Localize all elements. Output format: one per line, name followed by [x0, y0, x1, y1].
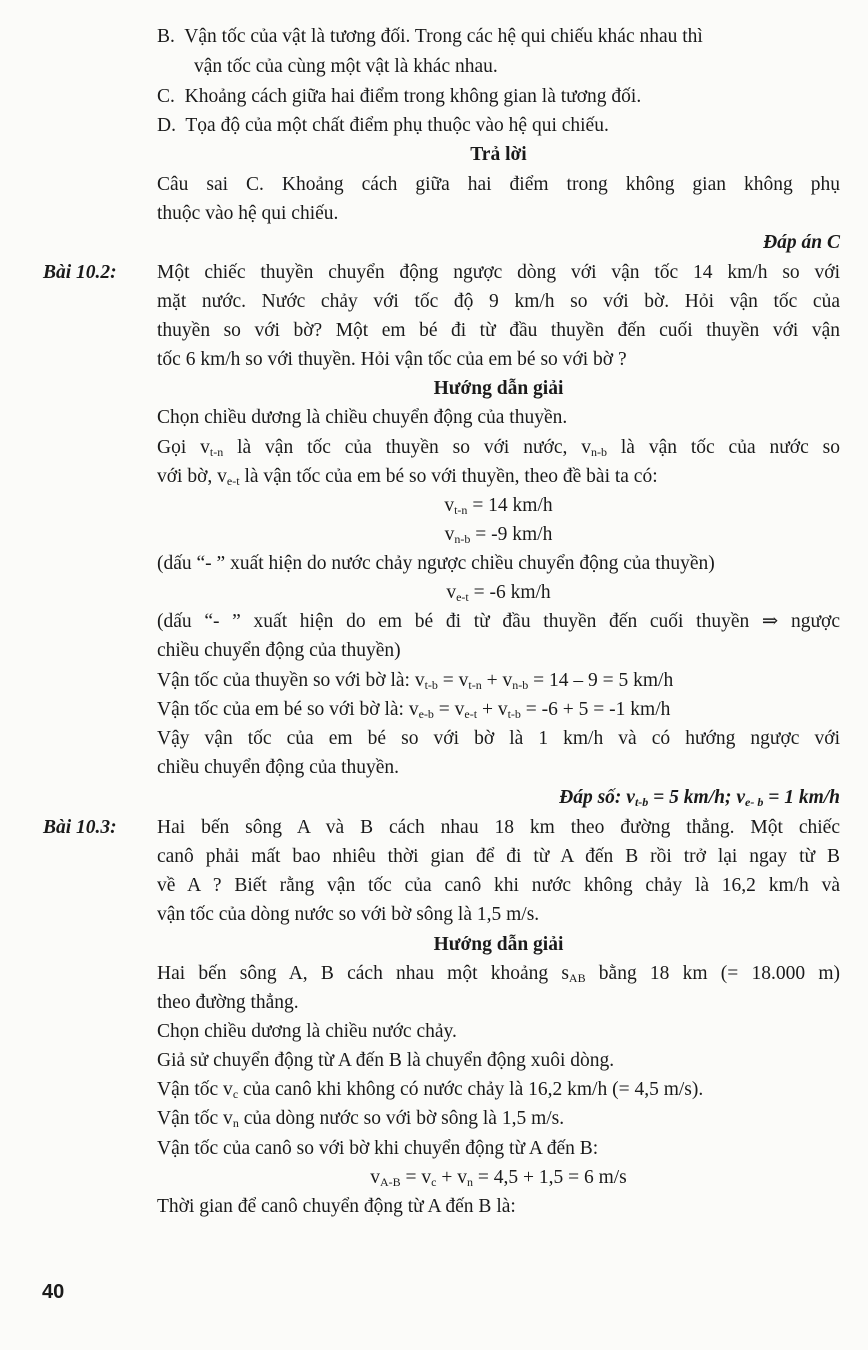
problem-line: thuyền so với bờ? Một em bé đi từ đầu thuyền đến cuối thuyền với vận	[157, 320, 840, 341]
page-number: 40	[42, 1281, 65, 1303]
problem-line: tốc 6 km/h so với thuyền. Hỏi vận tốc của em bé so với bờ ?	[157, 349, 627, 370]
final-answer: Đáp số: $v_{t-b} = 5$ km/h; $v_{e- b} = 1$ km/h	[559, 787, 840, 809]
solution-line: Giả sử chuyển động từ A đến B là chuyển động xuôi dòng.	[157, 1050, 615, 1071]
solution-line: Vận tốc của canô so với bờ khi chuyển động từ A đến B:	[157, 1138, 599, 1159]
solution-line: Vận tốc $v_c$ của canô khi không có nước chảy là 16,2 km/h (= 4,5 m/s).	[157, 1079, 704, 1101]
answer-line: Câu sai C. Khoảng cách giữa hai điểm trong không gian không phụ	[157, 174, 840, 195]
option-d: D. Tọa độ của một chất điểm phụ thuộc vào hệ qui chiếu.	[157, 115, 609, 136]
problem-label: Bài 10.2:	[43, 262, 117, 283]
equation: $v_{n-b} = -9$ km/h	[444, 524, 553, 546]
answer-result: Đáp án C	[763, 232, 840, 253]
problem-line: mặt nước. Nước chảy với tốc độ 9 km/h so với bờ. Hỏi vận tốc của	[157, 291, 840, 312]
solution-line: Chọn chiều dương là chiều nước chảy.	[157, 1021, 457, 1042]
solution-line: với bờ, $v_{e-t}$ là vận tốc của em bé so với thuyền, theo đề bài ta có:	[157, 466, 658, 488]
problem-line: vận tốc của dòng nước so với bờ sông là 1,5 m/s.	[157, 904, 540, 925]
answer-heading: Trả lời	[470, 144, 527, 165]
result-line: Vận tốc của em bé so với bờ là: $v_{e-b} = v_{e-t} + v_{t-b} = -6 + 5 = -1$ km/h	[157, 699, 671, 721]
conclusion-line: Vậy vận tốc của em bé so với bờ là 1 km/h và có hướng ngược với	[157, 728, 840, 749]
option-b: B. Vận tốc của vật là tương đối. Trong các hệ qui chiếu khác nhau thì	[157, 26, 703, 47]
equation: $v_{A-B} = v_c + v_n = 4,5 + 1,5 = 6$ m/s	[370, 1167, 627, 1189]
note-line: (dấu “- ” xuất hiện do em bé đi từ đầu thuyền đến cuối thuyền ⇒ ngược	[157, 611, 840, 632]
equation: $v_{t-n} = 14$ km/h	[444, 495, 553, 517]
problem-line: Một chiếc thuyền chuyển động ngược dòng với vận tốc 14 km/h so với	[157, 262, 840, 283]
solution-heading: Hướng dẫn giải	[433, 378, 564, 399]
solution-line: Vận tốc $v_n$ của dòng nước so với bờ sông là 1,5 m/s.	[157, 1108, 565, 1130]
conclusion-line: chiều chuyển động của thuyền.	[157, 757, 400, 778]
answer-line: thuộc vào hệ qui chiếu.	[157, 203, 339, 224]
solution-line: Thời gian để canô chuyển động từ A đến B là:	[157, 1196, 516, 1217]
solution-heading: Hướng dẫn giải	[433, 934, 564, 955]
problem-line: Hai bến sông A và B cách nhau 18 km theo đường thẳng. Một chiếc	[157, 817, 840, 838]
solution-line: Chọn chiều dương là chiều chuyển động của thuyền.	[157, 407, 568, 428]
option-c: C. Khoảng cách giữa hai điểm trong không gian là tương đối.	[157, 86, 642, 107]
solution-line: theo đường thẳng.	[157, 992, 299, 1013]
problem-line: canô phải mất bao nhiêu thời gian để đi từ A đến B rồi trở lại ngay từ B	[157, 846, 840, 867]
problem-line: về A ? Biết rằng vận tốc của canô khi nước không chảy là 16,2 km/h và	[157, 875, 840, 896]
solution-line: Hai bến sông A, B cách nhau một khoảng $s_{AB}$ bằng 18 km (= 18.000 m)	[157, 963, 840, 985]
note-line: (dấu “- ” xuất hiện do nước chảy ngược chiều chuyển động của thuyền)	[157, 553, 715, 574]
problem-label: Bài 10.3:	[43, 817, 117, 838]
solution-line: Gọi $v_{t-n}$ là vận tốc của thuyền so với nước, $v_{n-b}$ là vận tốc của nước so	[157, 437, 840, 459]
option-b-cont: vận tốc của cùng một vật là khác nhau.	[194, 56, 498, 77]
note-line: chiều chuyển động của thuyền)	[157, 640, 401, 661]
result-line: Vận tốc của thuyền so với bờ là: $v_{t-b} = v_{t-n} + v_{n-b} = 14 - 9 = 5$ km/h	[157, 670, 674, 692]
equation: $v_{e-t} = -6$ km/h	[446, 582, 551, 604]
